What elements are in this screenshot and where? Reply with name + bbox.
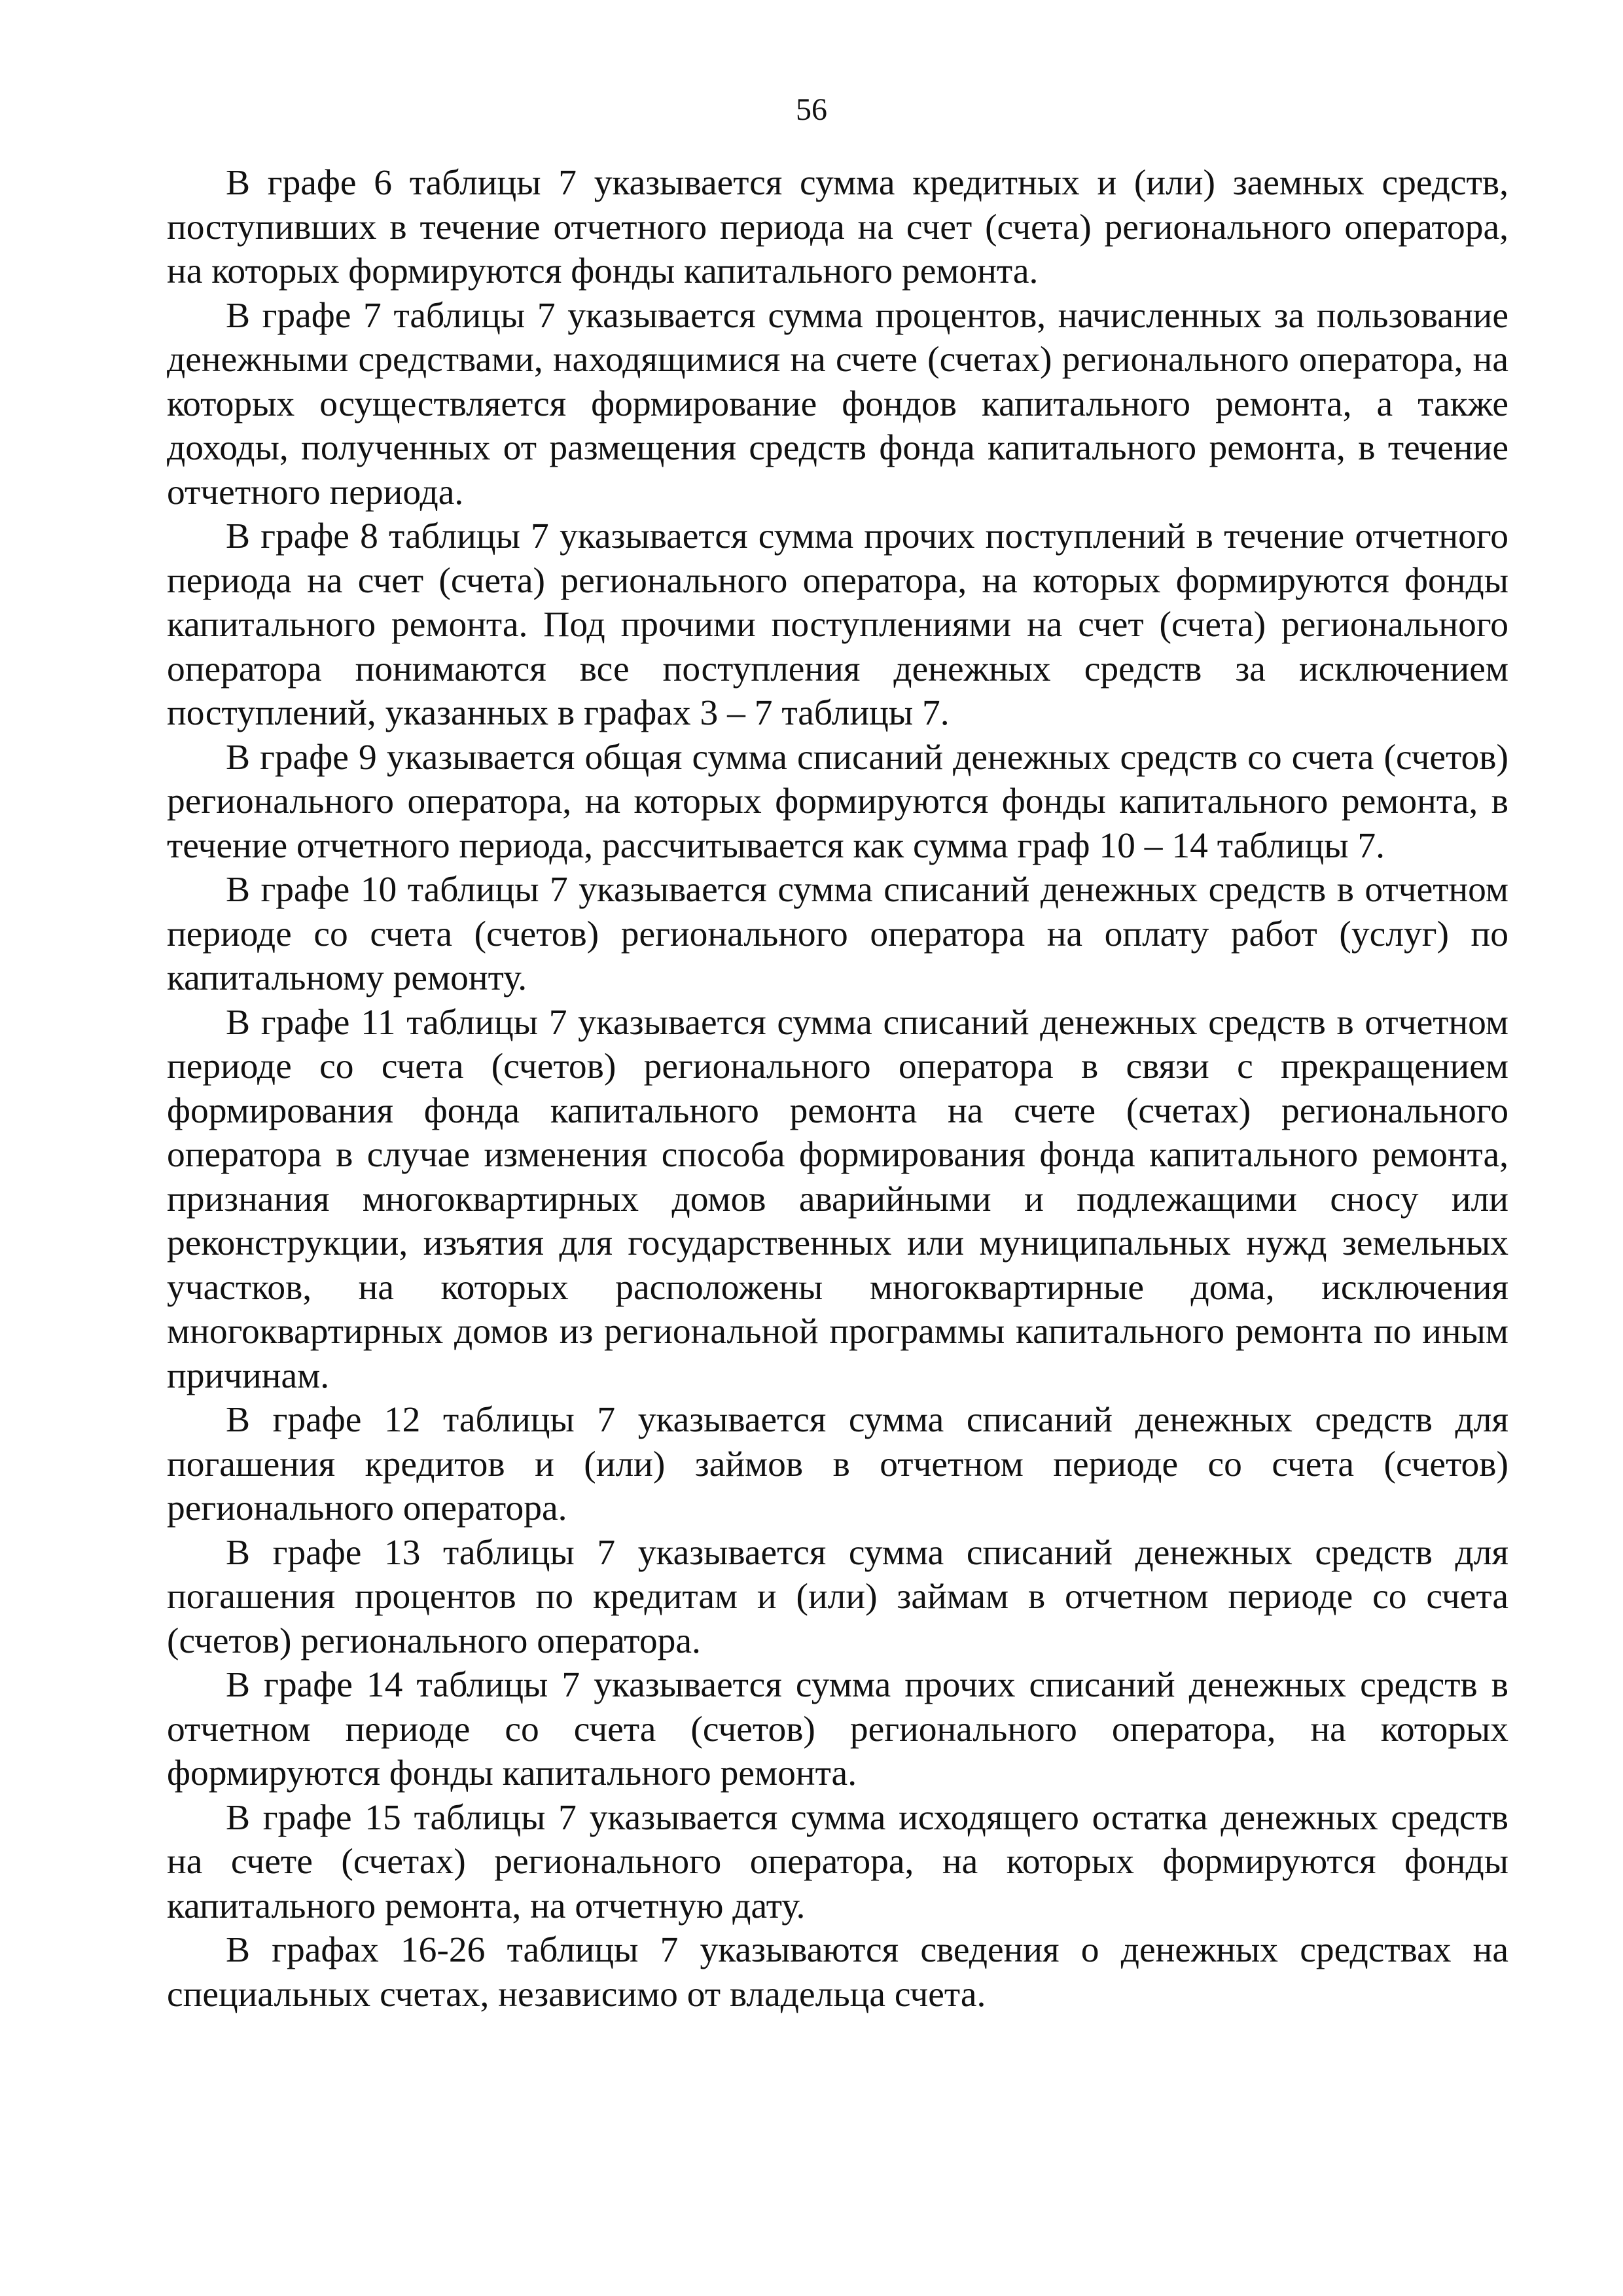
paragraph-column-12: В графе 12 таблицы 7 указывается сумма списаний денежных средств для погашения кредитов и (или) займов в отчетном периоде со счета (счетов) регионального оператора. xyxy=(167,1400,1508,1528)
paragraph-column-8: В графе 8 таблицы 7 указывается сумма прочих поступлений в течение отчетного периода на счет (счета) регионального оператора, на которых формируются фонды капитального ремонта. Под прочими поступлениями на счет (счета) регионального оператора понимаются все поступления денежных средств за исключением поступлений, указанных в графах 3 – 7 таблицы 7. xyxy=(167,516,1508,733)
paragraph-column-10: В графе 10 таблицы 7 указывается сумма списаний денежных средств в отчетном периоде со счета (счетов) регионального оператора на оплату работ (услуг) по капитальному ремонту. xyxy=(167,870,1508,998)
paragraph-column-15: В графе 15 таблицы 7 указывается сумма исходящего остатка денежных средств на счете (счетах) регионального оператора, на которых формируются фонды капитального ремонта, на отчетную дату. xyxy=(167,1797,1508,1926)
paragraph-column-13: В графе 13 таблицы 7 указывается сумма списаний денежных средств для погашения процентов по кредитам и (или) займам в отчетном периоде со счета (счетов) регионального оператора. xyxy=(167,1532,1508,1661)
paragraph-column-11: В графе 11 таблицы 7 указывается сумма списаний денежных средств в отчетном периоде со счета (счетов) регионального оператора в связи с прекращением формирования фонда капитального ремонта на счете (счетах) регионального оператора в случае изменения способа формирования фонда капитального ремонта, признания многоквартирных домов аварийными и подлежащими сносу или реконструкции, изъятия для государственных или муниципальных нужд земельных участков, на которых расположены многоквартирные дома, исключения многоквартирных домов из региональной программы капитального ремонта по иным причинам. xyxy=(167,1002,1508,1396)
paragraph-column-7: В графе 7 таблицы 7 указывается сумма процентов, начисленных за пользование денежными средствами, находящимися на счете (счетах) регионального оператора, на которых осуществляется формирование фондов капитального ремонта, а также доходы, полученных от размещения средств фонда капитального ремонта, в течение отчетного периода. xyxy=(167,295,1508,512)
page-number: 56 xyxy=(796,92,827,127)
paragraph-column-14: В графе 14 таблицы 7 указывается сумма прочих списаний денежных средств в отчетном периоде со счета (счетов) регионального оператора, на которых формируются фонды капитального ремонта. xyxy=(167,1665,1508,1793)
paragraph-columns-16-26: В графах 16-26 таблицы 7 указываются сведения о денежных средствах на специальных счетах, независимо от владельца счета. xyxy=(167,1930,1508,2015)
document-body xyxy=(167,161,1508,2017)
paragraph-column-6: В графе 6 таблицы 7 указывается сумма кредитных и (или) заемных средств, поступивших в течение отчетного периода на счет (счета) регионального оператора, на которых формируются фонды капитального ремонта. xyxy=(167,163,1508,291)
paragraph-column-9: В графе 9 указывается общая сумма списаний денежных средств со счета (счетов) регионального оператора, на которых формируются фонды капитального ремонта, в течение отчетного периода, рассчитывается как сумма граф 10 – 14 таблицы 7. xyxy=(167,737,1508,866)
